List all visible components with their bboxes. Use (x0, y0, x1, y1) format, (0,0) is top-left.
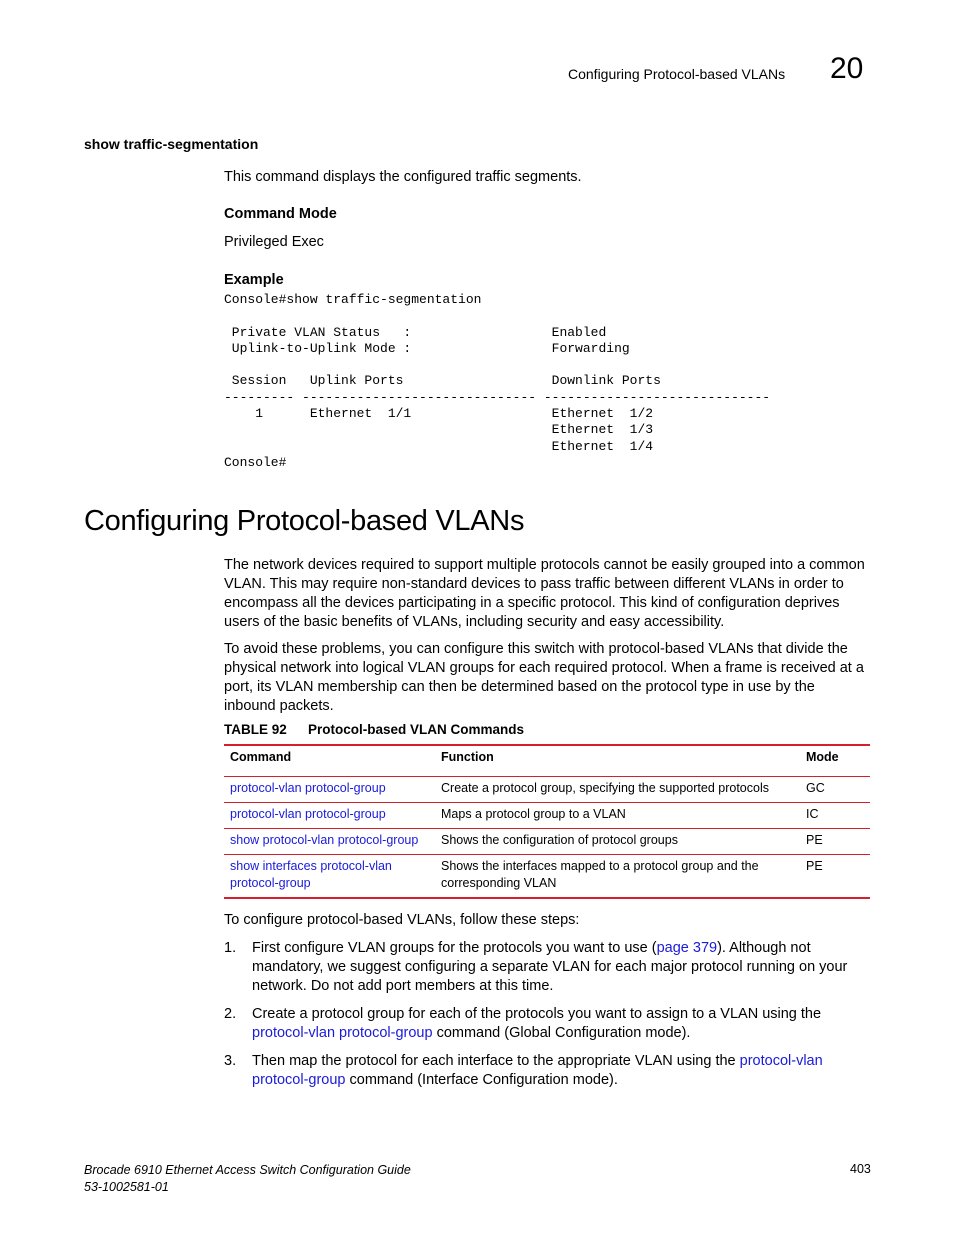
footer-doc-title: Brocade 6910 Ethernet Access Switch Configuration Guide (84, 1163, 411, 1177)
steps-intro: To configure protocol-based VLANs, follow these steps: (224, 912, 580, 928)
table-caption (224, 722, 524, 737)
step-text: Then map the protocol for each interface to the appropriate VLAN using the (252, 1053, 740, 1069)
paragraph-2: To avoid these problems, you can configure this switch with protocol-based VLANs that divide the physical network into logical VLAN groups for each required protocol. When a frame is received at a port, its VLAN membership can then be determined based on the protocol type in use by the inbound packets. (224, 641, 864, 714)
steps-list (224, 939, 870, 1089)
command-mode-value: Privileged Exec (224, 234, 324, 250)
header-function: Function (435, 745, 800, 777)
mode-cell: PE (800, 855, 870, 899)
mode-cell: IC (800, 803, 870, 829)
function-cell: Create a protocol group, specifying the supported protocols (435, 777, 800, 803)
command-mode-heading: Command Mode (224, 206, 337, 222)
function-cell: Shows the interfaces mapped to a protocol group and the corresponding VLAN (435, 855, 800, 899)
header-command: Command (224, 745, 435, 777)
step-item (224, 1005, 870, 1043)
command-heading: show traffic-segmentation (84, 136, 259, 152)
command-link[interactable]: show protocol-vlan protocol-group (230, 833, 419, 847)
function-cell: Maps a protocol group to a VLAN (435, 803, 800, 829)
table-header-row (224, 745, 870, 777)
mode-cell: PE (800, 829, 870, 855)
step-text: ). Although not mandatory, we suggest configuring a separate VLAN for each major protocol running on your network. Do not add port members at this time. (252, 940, 848, 994)
chapter-number: 20 (830, 52, 864, 85)
table-title: Protocol-based VLAN Commands (308, 722, 525, 737)
footer-doc-number: 53-1002581-01 (84, 1180, 169, 1194)
command-link[interactable]: protocol-vlan protocol-group (252, 1053, 823, 1088)
table-row (224, 803, 870, 829)
commands-table (224, 744, 870, 899)
command-link[interactable]: protocol-vlan protocol-group (230, 781, 386, 795)
table-row (224, 829, 870, 855)
table-row (224, 777, 870, 803)
step-number: 2. (224, 1006, 237, 1022)
page-link[interactable]: page 379 (656, 940, 718, 956)
table-label: TABLE 92 (224, 722, 287, 737)
mode-cell: GC (800, 777, 870, 803)
step-item (224, 1052, 870, 1090)
step-text: Create a protocol group for each of the protocols you want to assign to a VLAN using the (252, 1006, 822, 1022)
command-link[interactable]: protocol-vlan protocol-group (252, 1025, 433, 1041)
paragraph-1: The network devices required to support multiple protocols cannot be easily grouped into a common VLAN. This may require non-standard devices to pass traffic between different VLANs in order to encompass all the devices participating in a specific protocol. This kind of configuration deprives users of the basic benefits of VLANs, including security and easy accessibility. (224, 557, 865, 630)
step-item (224, 939, 870, 996)
section-title: Configuring Protocol-based VLANs (84, 505, 525, 537)
example-heading: Example (224, 272, 284, 288)
running-header-title: Configuring Protocol-based VLANs (568, 66, 786, 82)
command-link[interactable]: show interfaces protocol-vlan protocol-group (230, 859, 392, 890)
step-text: command (Interface Configuration mode). (345, 1072, 618, 1088)
step-number: 1. (224, 940, 237, 956)
page-footer (84, 1162, 411, 1196)
step-text: First configure VLAN groups for the protocols you want to use ( (252, 940, 657, 956)
footer-page-number: 403 (850, 1162, 871, 1176)
header-mode: Mode (800, 745, 870, 777)
command-link[interactable]: protocol-vlan protocol-group (230, 807, 386, 821)
table-row (224, 855, 870, 899)
function-cell: Shows the configuration of protocol groups (435, 829, 800, 855)
example-console-output: Console#show traffic-segmentation Private VLAN Status : Enabled Uplink-to-Uplink Mode : Forwarding Session Uplink Ports Downlink Ports --------- ------------------------------ ----------------------------- 1 Ethernet 1/1 Ethernet 1/2 Ethernet 1/3 Ethernet 1/4 Console# (224, 292, 771, 470)
command-description: This command displays the configured traffic segments. (224, 169, 582, 185)
step-number: 3. (224, 1053, 237, 1069)
step-text: command (Global Configuration mode). (432, 1025, 691, 1041)
